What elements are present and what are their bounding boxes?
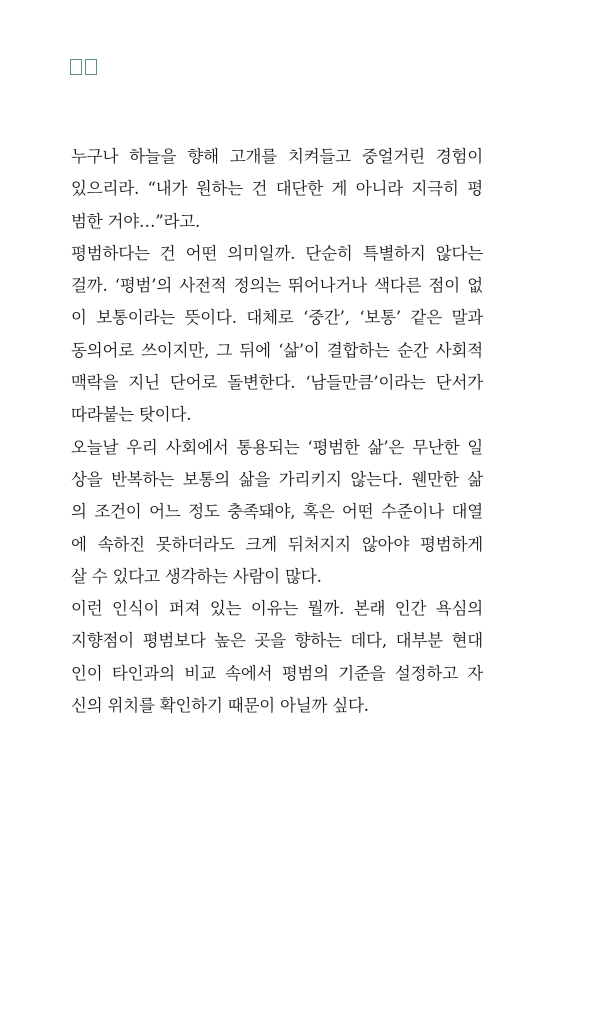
text-line: 누구나 하늘을 향해 고개를 치켜들고 중얼거린 경험이 <box>71 147 483 166</box>
text-line: 살 수 있다고 생각하는 사람이 많다. <box>71 566 322 586</box>
text-line: 상을 반복하는 보통의 삶을 가리키지 않는다. 웬만한 삶 <box>71 469 483 489</box>
paragraph-4 <box>71 593 483 722</box>
text-line: 이 보통이라는 뜻이다. 대체로 ‘중간’, ‘보통’ 같은 말과 <box>71 308 483 328</box>
text-line: 에 속하진 못하더라도 크게 뒤처지지 않아야 평범하게 <box>71 534 483 554</box>
text-line: 지향점이 평범보다 높은 곳을 향하는 데다, 대부분 현대 <box>71 631 483 651</box>
text-line: 있으리라. “내가 원하는 건 대단한 게 아니라 지극히 평 <box>71 179 483 199</box>
text-line: 범한 거야…”라고. <box>71 211 201 231</box>
text-line: 의 조건이 어느 정도 충족돼야, 혹은 어떤 수준이나 대열 <box>71 502 483 522</box>
paragraph-1 <box>71 141 483 238</box>
paragraph-2 <box>71 238 483 432</box>
text-line: 걸까. ‘평범’의 사전적 정의는 뛰어나거나 색다른 점이 없 <box>71 276 483 296</box>
text-line: 이런 인식이 퍼져 있는 이유는 뭘까. 본래 인간 욕심의 <box>71 599 483 619</box>
text-line: 평범하다는 건 어떤 의미일까. 단순히 특별하지 않다는 <box>71 243 483 263</box>
text-line: 인이 타인과의 비교 속에서 평범의 기준을 설정하고 자 <box>71 663 483 683</box>
placeholder-box-icon <box>70 59 82 75</box>
text-line: 맥락을 지닌 단어로 돌변한다. ‘남들만큼’이라는 단서가 <box>71 373 483 393</box>
paragraph-3 <box>71 432 483 593</box>
text-line: 오늘날 우리 사회에서 통용되는 ‘평범한 삶’은 무난한 일 <box>71 437 483 457</box>
placeholder-box-icon <box>85 59 97 75</box>
text-line: 동의어로 쓰이지만, 그 뒤에 ‘삶’이 결합하는 순간 사회적 <box>71 340 483 360</box>
text-line: 신의 위치를 확인하기 때문이 아닐까 싶다. <box>71 696 369 716</box>
header-mark <box>70 59 97 75</box>
article-body <box>71 141 483 722</box>
text-line: 따라붙는 탓이다. <box>71 405 192 425</box>
